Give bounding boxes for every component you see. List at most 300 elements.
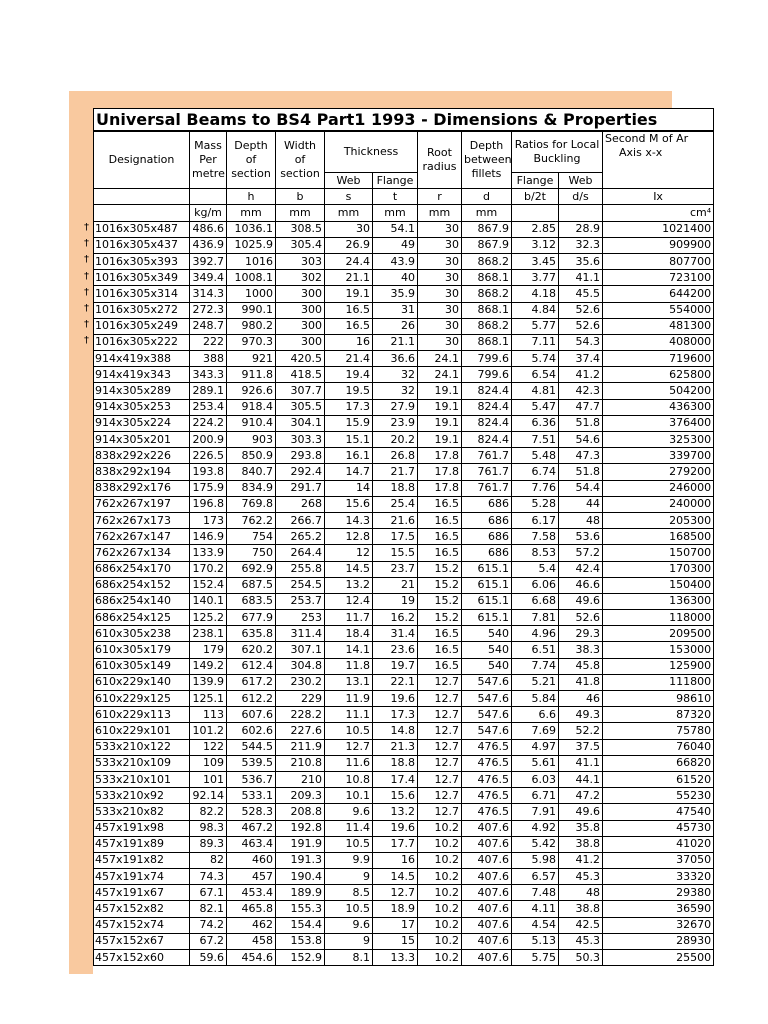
value-cell: 4.18 bbox=[512, 286, 559, 302]
value-cell: 253 bbox=[276, 610, 325, 626]
value-cell: 1000 bbox=[227, 286, 276, 302]
value-cell: 210 bbox=[276, 771, 325, 787]
value-cell: 36590 bbox=[603, 901, 714, 917]
value-cell: 20.2 bbox=[373, 432, 418, 448]
table-row bbox=[94, 383, 714, 399]
value-cell: 723100 bbox=[603, 270, 714, 286]
value-cell: 476.5 bbox=[462, 788, 512, 804]
sheet-title: Universal Beams to BS4 Part1 1993 - Dimensions & Properties bbox=[94, 109, 714, 132]
value-cell: 407.6 bbox=[462, 933, 512, 949]
value-cell: 868.2 bbox=[462, 286, 512, 302]
table-row bbox=[94, 917, 714, 933]
table-row bbox=[94, 529, 714, 545]
designation-cell: 762x267x197 bbox=[94, 496, 190, 512]
value-cell: 37050 bbox=[603, 852, 714, 868]
value-cell: 6.6 bbox=[512, 707, 559, 723]
value-cell: 33320 bbox=[603, 869, 714, 885]
value-cell: 12.7 bbox=[418, 723, 462, 739]
value-cell: 40 bbox=[373, 270, 418, 286]
value-cell: 19.4 bbox=[325, 367, 373, 383]
table-row bbox=[94, 674, 714, 690]
designation-cell: 762x267x134 bbox=[94, 545, 190, 561]
designation-cell: 457x152x60 bbox=[94, 950, 190, 966]
designation-cell: 457x152x82 bbox=[94, 901, 190, 917]
value-cell: 52.6 bbox=[559, 318, 603, 334]
value-cell: 16.5 bbox=[325, 302, 373, 318]
value-cell: 7.69 bbox=[512, 723, 559, 739]
value-cell: 799.6 bbox=[462, 351, 512, 367]
value-cell: 11.9 bbox=[325, 691, 373, 707]
value-cell: 30 bbox=[418, 253, 462, 269]
value-cell: 45.5 bbox=[559, 286, 603, 302]
value-cell: 226.5 bbox=[190, 448, 227, 464]
value-cell: 196.8 bbox=[190, 496, 227, 512]
header-row-1 bbox=[94, 131, 714, 173]
value-cell: 481300 bbox=[603, 318, 714, 334]
designation-cell: 1016x305x349 bbox=[94, 270, 190, 286]
value-cell: 300 bbox=[276, 302, 325, 318]
value-cell: 486.6 bbox=[190, 221, 227, 237]
designation-cell: 533x210x82 bbox=[94, 804, 190, 820]
value-cell: 17 bbox=[373, 917, 418, 933]
value-cell: 189.9 bbox=[276, 885, 325, 901]
value-cell: 12.7 bbox=[418, 674, 462, 690]
symbol-cell: t bbox=[373, 189, 418, 205]
value-cell: 10.2 bbox=[418, 836, 462, 852]
value-cell: 5.4 bbox=[512, 561, 559, 577]
value-cell: 42.5 bbox=[559, 917, 603, 933]
unit-cell: mm bbox=[418, 205, 462, 221]
value-cell: 540 bbox=[462, 642, 512, 658]
value-cell: 910.4 bbox=[227, 415, 276, 431]
value-cell: 19.1 bbox=[418, 399, 462, 415]
table-row bbox=[94, 253, 714, 269]
header-designation: Designation bbox=[94, 131, 190, 189]
value-cell: 458 bbox=[227, 933, 276, 949]
value-cell: 12.7 bbox=[373, 885, 418, 901]
value-cell: 761.7 bbox=[462, 448, 512, 464]
value-cell: 10.2 bbox=[418, 869, 462, 885]
value-cell: 16.5 bbox=[418, 529, 462, 545]
value-cell: 82.1 bbox=[190, 901, 227, 917]
designation-cell: 457x152x74 bbox=[94, 917, 190, 933]
value-cell: 12.7 bbox=[418, 691, 462, 707]
designation-cell: 914x419x343 bbox=[94, 367, 190, 383]
value-cell: 21.1 bbox=[373, 334, 418, 350]
value-cell: 18.8 bbox=[373, 755, 418, 771]
value-cell: 769.8 bbox=[227, 496, 276, 512]
designation-cell: 838x292x226 bbox=[94, 448, 190, 464]
value-cell: 54.1 bbox=[373, 221, 418, 237]
value-cell: 279200 bbox=[603, 464, 714, 480]
value-cell: 307.7 bbox=[276, 383, 325, 399]
value-cell: 41.1 bbox=[559, 270, 603, 286]
value-cell: 14 bbox=[325, 480, 373, 496]
value-cell: 227.6 bbox=[276, 723, 325, 739]
designation-cell: 838x292x194 bbox=[94, 464, 190, 480]
value-cell: 6.54 bbox=[512, 367, 559, 383]
table-row bbox=[94, 933, 714, 949]
spreadsheet bbox=[93, 108, 712, 977]
value-cell: 19.1 bbox=[325, 286, 373, 302]
value-cell: 407.6 bbox=[462, 917, 512, 933]
value-cell: 224.2 bbox=[190, 415, 227, 431]
value-cell: 41.2 bbox=[559, 367, 603, 383]
symbol-cell: b bbox=[276, 189, 325, 205]
value-cell: 14.5 bbox=[325, 561, 373, 577]
value-cell: 205300 bbox=[603, 512, 714, 528]
value-cell: 921 bbox=[227, 351, 276, 367]
value-cell: 76040 bbox=[603, 739, 714, 755]
value-cell: 607.6 bbox=[227, 707, 276, 723]
value-cell: 903 bbox=[227, 432, 276, 448]
table-row bbox=[94, 318, 714, 334]
value-cell: 49.6 bbox=[559, 804, 603, 820]
designation-cell: 610x229x113 bbox=[94, 707, 190, 723]
value-cell: 208.8 bbox=[276, 804, 325, 820]
symbol-cell bbox=[94, 189, 190, 205]
header-ratio-web: Web bbox=[559, 173, 603, 189]
value-cell: 155.3 bbox=[276, 901, 325, 917]
value-cell: 21.3 bbox=[373, 739, 418, 755]
value-cell: 303 bbox=[276, 253, 325, 269]
value-cell: 19.1 bbox=[418, 415, 462, 431]
value-cell: 980.2 bbox=[227, 318, 276, 334]
value-cell: 376400 bbox=[603, 415, 714, 431]
value-cell: 15.2 bbox=[418, 593, 462, 609]
value-cell: 152.9 bbox=[276, 950, 325, 966]
symbol-row bbox=[94, 189, 714, 205]
value-cell: 154.4 bbox=[276, 917, 325, 933]
table-row bbox=[94, 334, 714, 350]
value-cell: 8.53 bbox=[512, 545, 559, 561]
header-web: Web bbox=[325, 173, 373, 189]
value-cell: 5.77 bbox=[512, 318, 559, 334]
value-cell: 868.2 bbox=[462, 318, 512, 334]
value-cell: 540 bbox=[462, 658, 512, 674]
value-cell: 11.1 bbox=[325, 707, 373, 723]
value-cell: 9.6 bbox=[325, 804, 373, 820]
value-cell: 644200 bbox=[603, 286, 714, 302]
value-cell: 436.9 bbox=[190, 237, 227, 253]
value-cell: 533.1 bbox=[227, 788, 276, 804]
value-cell: 686 bbox=[462, 529, 512, 545]
value-cell: 850.9 bbox=[227, 448, 276, 464]
value-cell: 19.7 bbox=[373, 658, 418, 674]
value-cell: 42.4 bbox=[559, 561, 603, 577]
value-cell: 54.4 bbox=[559, 480, 603, 496]
header-ratios: Ratios for Local Buckling bbox=[512, 131, 603, 173]
table-row bbox=[94, 302, 714, 318]
header-width: Width of section bbox=[276, 131, 325, 189]
value-cell: 554000 bbox=[603, 302, 714, 318]
value-cell: 4.84 bbox=[512, 302, 559, 318]
value-cell: 868.1 bbox=[462, 334, 512, 350]
value-cell: 10.2 bbox=[418, 885, 462, 901]
designation-cell: 1016x305x487 bbox=[94, 221, 190, 237]
value-cell: 476.5 bbox=[462, 755, 512, 771]
value-cell: 13.2 bbox=[373, 804, 418, 820]
value-cell: 407.6 bbox=[462, 950, 512, 966]
value-cell: 28.9 bbox=[559, 221, 603, 237]
value-cell: 29.3 bbox=[559, 626, 603, 642]
table-row bbox=[94, 432, 714, 448]
value-cell: 677.9 bbox=[227, 610, 276, 626]
value-cell: 10.2 bbox=[418, 917, 462, 933]
value-cell: 1025.9 bbox=[227, 237, 276, 253]
value-cell: 407.6 bbox=[462, 836, 512, 852]
value-cell: 407.6 bbox=[462, 852, 512, 868]
value-cell: 407.6 bbox=[462, 869, 512, 885]
value-cell: 18.9 bbox=[373, 901, 418, 917]
value-cell: 264.4 bbox=[276, 545, 325, 561]
value-cell: 9 bbox=[325, 869, 373, 885]
value-cell: 615.1 bbox=[462, 561, 512, 577]
value-cell: 16.5 bbox=[325, 318, 373, 334]
value-cell: 48 bbox=[559, 885, 603, 901]
dagger-mark: † bbox=[84, 238, 89, 250]
value-cell: 5.42 bbox=[512, 836, 559, 852]
value-cell: 7.91 bbox=[512, 804, 559, 820]
value-cell: 911.8 bbox=[227, 367, 276, 383]
value-cell: 23.6 bbox=[373, 642, 418, 658]
value-cell: 504200 bbox=[603, 383, 714, 399]
value-cell: 30 bbox=[418, 302, 462, 318]
header-second-moment bbox=[603, 131, 714, 189]
table-row bbox=[94, 237, 714, 253]
designation-cell: 762x267x173 bbox=[94, 512, 190, 528]
unit-cell: kg/m bbox=[190, 205, 227, 221]
value-cell: 407.6 bbox=[462, 901, 512, 917]
value-cell: 302 bbox=[276, 270, 325, 286]
value-cell: 53.6 bbox=[559, 529, 603, 545]
value-cell: 101 bbox=[190, 771, 227, 787]
value-cell: 544.5 bbox=[227, 739, 276, 755]
value-cell: 314.3 bbox=[190, 286, 227, 302]
value-cell: 209500 bbox=[603, 626, 714, 642]
value-cell: 133.9 bbox=[190, 545, 227, 561]
value-cell: 476.5 bbox=[462, 804, 512, 820]
unit-cell: mm bbox=[462, 205, 512, 221]
value-cell: 59.6 bbox=[190, 950, 227, 966]
value-cell: 46 bbox=[559, 691, 603, 707]
value-cell: 30 bbox=[418, 237, 462, 253]
value-cell: 3.12 bbox=[512, 237, 559, 253]
value-cell: 339700 bbox=[603, 448, 714, 464]
value-cell: 10.2 bbox=[418, 820, 462, 836]
value-cell: 834.9 bbox=[227, 480, 276, 496]
designation-cell: 686x254x170 bbox=[94, 561, 190, 577]
value-cell: 467.2 bbox=[227, 820, 276, 836]
value-cell: 45.3 bbox=[559, 869, 603, 885]
unit-cell: mm bbox=[325, 205, 373, 221]
value-cell: 19.6 bbox=[373, 691, 418, 707]
value-cell: 246000 bbox=[603, 480, 714, 496]
value-cell: 457 bbox=[227, 869, 276, 885]
value-cell: 35.6 bbox=[559, 253, 603, 269]
unit-cell: cm⁴ bbox=[603, 205, 714, 221]
value-cell: 152.4 bbox=[190, 577, 227, 593]
designation-cell: 457x152x67 bbox=[94, 933, 190, 949]
value-cell: 6.03 bbox=[512, 771, 559, 787]
value-cell: 82.2 bbox=[190, 804, 227, 820]
value-cell: 304.8 bbox=[276, 658, 325, 674]
value-cell: 191.3 bbox=[276, 852, 325, 868]
value-cell: 222 bbox=[190, 334, 227, 350]
value-cell: 41.1 bbox=[559, 755, 603, 771]
value-cell: 54.3 bbox=[559, 334, 603, 350]
value-cell: 4.11 bbox=[512, 901, 559, 917]
table-row bbox=[94, 351, 714, 367]
table-row bbox=[94, 464, 714, 480]
value-cell: 761.7 bbox=[462, 480, 512, 496]
table-row bbox=[94, 755, 714, 771]
value-cell: 686 bbox=[462, 545, 512, 561]
designation-cell: 914x305x201 bbox=[94, 432, 190, 448]
value-cell: 21.7 bbox=[373, 464, 418, 480]
designation-cell: 914x305x253 bbox=[94, 399, 190, 415]
value-cell: 21 bbox=[373, 577, 418, 593]
designation-cell: 457x191x82 bbox=[94, 852, 190, 868]
value-cell: 454.6 bbox=[227, 950, 276, 966]
value-cell: 21.6 bbox=[373, 512, 418, 528]
value-cell: 300 bbox=[276, 334, 325, 350]
value-cell: 868.1 bbox=[462, 302, 512, 318]
value-cell: 192.8 bbox=[276, 820, 325, 836]
value-cell: 26.8 bbox=[373, 448, 418, 464]
value-cell: 153.8 bbox=[276, 933, 325, 949]
value-cell: 170300 bbox=[603, 561, 714, 577]
value-cell: 918.4 bbox=[227, 399, 276, 415]
value-cell: 6.74 bbox=[512, 464, 559, 480]
value-cell: 12.4 bbox=[325, 593, 373, 609]
value-cell: 547.6 bbox=[462, 723, 512, 739]
value-cell: 17.5 bbox=[373, 529, 418, 545]
designation-cell: 610x305x179 bbox=[94, 642, 190, 658]
value-cell: 5.47 bbox=[512, 399, 559, 415]
designation-cell: 533x210x109 bbox=[94, 755, 190, 771]
value-cell: 14.3 bbox=[325, 512, 373, 528]
value-cell: 21.4 bbox=[325, 351, 373, 367]
value-cell: 32670 bbox=[603, 917, 714, 933]
value-cell: 37.5 bbox=[559, 739, 603, 755]
value-cell: 476.5 bbox=[462, 739, 512, 755]
value-cell: 19 bbox=[373, 593, 418, 609]
value-cell: 840.7 bbox=[227, 464, 276, 480]
value-cell: 12.7 bbox=[418, 788, 462, 804]
table-row bbox=[94, 707, 714, 723]
table-row bbox=[94, 367, 714, 383]
value-cell: 392.7 bbox=[190, 253, 227, 269]
value-cell: 52.6 bbox=[559, 302, 603, 318]
value-cell: 47.3 bbox=[559, 448, 603, 464]
table-row bbox=[94, 545, 714, 561]
designation-cell: 457x191x89 bbox=[94, 836, 190, 852]
value-cell: 10.1 bbox=[325, 788, 373, 804]
header-ratio-flange: Flange bbox=[512, 173, 559, 189]
value-cell: 5.61 bbox=[512, 755, 559, 771]
value-cell: 75780 bbox=[603, 723, 714, 739]
symbol-cell: h bbox=[227, 189, 276, 205]
value-cell: 16 bbox=[373, 852, 418, 868]
value-cell: 45.3 bbox=[559, 933, 603, 949]
value-cell: 16.5 bbox=[418, 658, 462, 674]
value-cell: 47.2 bbox=[559, 788, 603, 804]
designation-cell: 533x210x122 bbox=[94, 739, 190, 755]
value-cell: 10.2 bbox=[418, 933, 462, 949]
value-cell: 683.5 bbox=[227, 593, 276, 609]
dagger-mark: † bbox=[84, 319, 89, 331]
value-cell: 5.75 bbox=[512, 950, 559, 966]
dagger-mark: † bbox=[84, 254, 89, 266]
value-cell: 24.1 bbox=[418, 367, 462, 383]
value-cell: 12.7 bbox=[325, 739, 373, 755]
value-cell: 304.1 bbox=[276, 415, 325, 431]
designation-cell: 914x305x289 bbox=[94, 383, 190, 399]
table-row bbox=[94, 626, 714, 642]
symbol-cell: r bbox=[418, 189, 462, 205]
designation-cell: 686x254x140 bbox=[94, 593, 190, 609]
value-cell: 625800 bbox=[603, 367, 714, 383]
unit-cell bbox=[94, 205, 190, 221]
value-cell: 300 bbox=[276, 318, 325, 334]
value-cell: 47.7 bbox=[559, 399, 603, 415]
value-cell: 343.3 bbox=[190, 367, 227, 383]
designation-cell: 1016x305x437 bbox=[94, 237, 190, 253]
value-cell: 136300 bbox=[603, 593, 714, 609]
value-cell: 289.1 bbox=[190, 383, 227, 399]
value-cell: 272.3 bbox=[190, 302, 227, 318]
value-cell: 45730 bbox=[603, 820, 714, 836]
value-cell: 10.8 bbox=[325, 771, 373, 787]
table-row bbox=[94, 415, 714, 431]
value-cell: 635.8 bbox=[227, 626, 276, 642]
value-cell: 19.1 bbox=[418, 432, 462, 448]
value-cell: 10.2 bbox=[418, 852, 462, 868]
value-cell: 12 bbox=[325, 545, 373, 561]
designation-cell: 762x267x147 bbox=[94, 529, 190, 545]
value-cell: 238.1 bbox=[190, 626, 227, 642]
value-cell: 31.4 bbox=[373, 626, 418, 642]
value-cell: 7.48 bbox=[512, 885, 559, 901]
value-cell: 170.2 bbox=[190, 561, 227, 577]
header-thickness: Thickness bbox=[325, 131, 418, 173]
value-cell: 5.21 bbox=[512, 674, 559, 690]
value-cell: 51.8 bbox=[559, 415, 603, 431]
value-cell: 418.5 bbox=[276, 367, 325, 383]
value-cell: 211.9 bbox=[276, 739, 325, 755]
value-cell: 38.3 bbox=[559, 642, 603, 658]
value-cell: 15.6 bbox=[373, 788, 418, 804]
value-cell: 92.14 bbox=[190, 788, 227, 804]
value-cell: 15.2 bbox=[418, 561, 462, 577]
value-cell: 32 bbox=[373, 367, 418, 383]
value-cell: 308.5 bbox=[276, 221, 325, 237]
table-row bbox=[94, 739, 714, 755]
designation-cell: 533x210x101 bbox=[94, 771, 190, 787]
value-cell: 824.4 bbox=[462, 399, 512, 415]
value-cell: 824.4 bbox=[462, 383, 512, 399]
table-row bbox=[94, 221, 714, 237]
value-cell: 253.7 bbox=[276, 593, 325, 609]
value-cell: 547.6 bbox=[462, 674, 512, 690]
table-row bbox=[94, 512, 714, 528]
value-cell: 620.2 bbox=[227, 642, 276, 658]
unit-cell: mm bbox=[373, 205, 418, 221]
value-cell: 52.6 bbox=[559, 610, 603, 626]
value-cell: 6.06 bbox=[512, 577, 559, 593]
value-cell: 74.2 bbox=[190, 917, 227, 933]
